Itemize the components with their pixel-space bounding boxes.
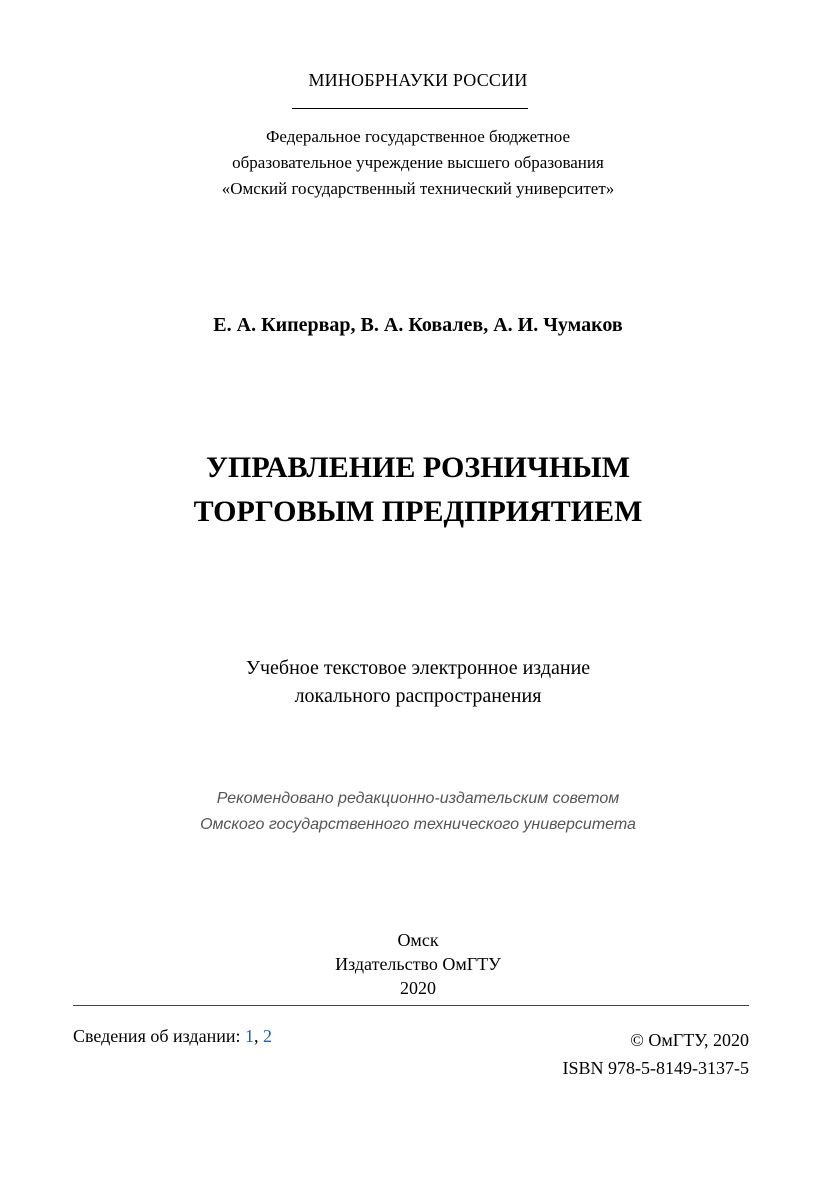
isbn: ISBN 978-5-8149-3137-5: [562, 1058, 749, 1078]
ministry-name: МИНОБРНАУКИ РОССИИ: [308, 70, 528, 90]
edition-info-label: Сведения об издании:: [73, 1026, 245, 1046]
edition-info-link-1[interactable]: 1: [244, 1026, 254, 1046]
recommendation-line: Рекомендовано редакционно-издательским советом: [216, 790, 620, 807]
edition-info: [73, 1026, 272, 1047]
institution-name: [0, 124, 836, 202]
imprint: [0, 928, 836, 1000]
edition-type: [0, 654, 836, 710]
authors: Е. А. Кипервар, В. А. Ковалев, А. И. Чумаков: [213, 314, 623, 336]
edition-line: Учебное текстовое электронное издание: [245, 657, 591, 679]
copyright-block: [563, 1026, 750, 1082]
imprint-publisher: Издательство ОмГТУ: [335, 954, 501, 974]
recommendation-line: Омского государственного технического университета: [200, 816, 636, 833]
imprint-city: Омск: [397, 930, 439, 950]
link-separator: ,: [253, 1026, 263, 1046]
institution-line: образовательное учреждение высшего образования: [232, 153, 604, 172]
title-line: ТОРГОВЫМ ПРЕДПРИЯТИЕМ: [193, 495, 643, 528]
imprint-year: 2020: [400, 978, 436, 998]
recommendation-note: [0, 786, 836, 838]
footer-divider: [73, 1005, 749, 1006]
title-line: УПРАВЛЕНИЕ РОЗНИЧНЫМ: [205, 451, 631, 484]
edition-info-link-2[interactable]: 2: [262, 1026, 272, 1046]
ministry-underline: [292, 108, 528, 109]
institution-line: Федеральное государственное бюджетное: [265, 127, 571, 146]
institution-line: «Омский государственный технический университет»: [221, 179, 615, 198]
edition-line: локального распространения: [294, 685, 542, 707]
copyright: © ОмГТУ, 2020: [630, 1030, 749, 1050]
book-title: [0, 446, 836, 534]
